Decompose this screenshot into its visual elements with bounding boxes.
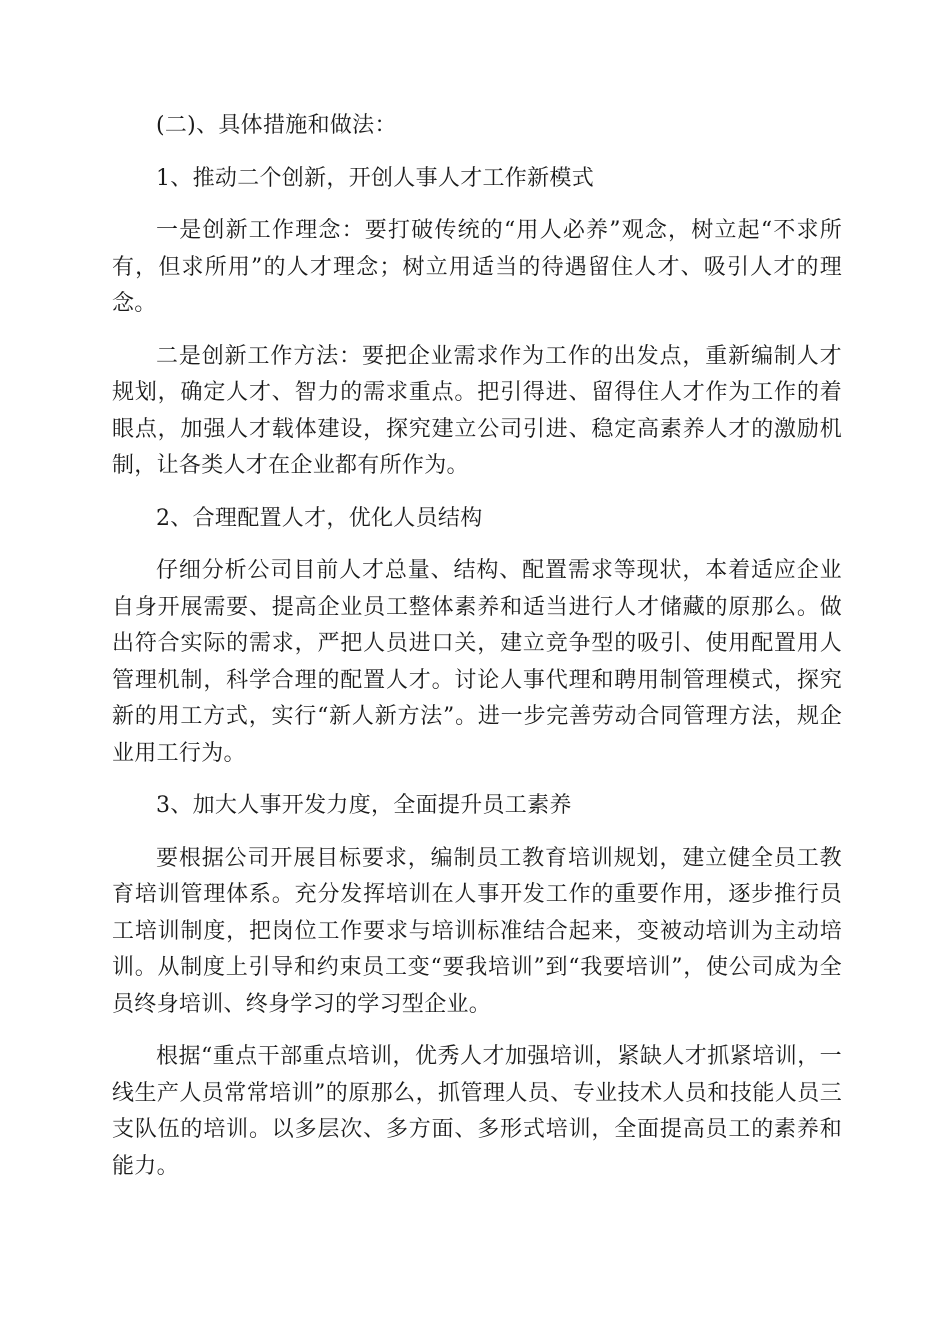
- paragraph-talent-allocation: 仔细分析公司目前人才总量、结构、配置需求等现状，本着适应企业自身开展需要、提高企业员工整体素养和适当进行人才储藏的原那么。做出符合实际的需求，严把人员进口关，建立竞争型的吸引、使用配置用人管理机制，科学合理的配置人才。讨论人事代理和聘用制管理模式，探究新的用工方式，实行“新人新方法”。进一步完善劳动合同管理方法，规企业用工行为。: [112, 558, 842, 766]
- subheading-2: 2、合理配置人才，优化人员结构: [156, 505, 483, 531]
- section-heading: (二)、具体措施和做法：: [156, 113, 397, 138]
- paragraph-training-plan: 要根据公司开展目标要求，编制员工教育培训规划，建立健全员工教育培训管理体系。充分发挥培训在人事开发工作的重要作用，逐步推行员工培训制度，把岗位工作要求与培训标准结合起来，变被动培训为主动培训。从制度上引导和约束员工变“要我培训”到“我要培训”，使公司成为全员终身培训、终身学习的学习型企业。: [112, 845, 842, 1017]
- paragraph-work-concept: 一是创新工作理念：要打破传统的“用人必养”观念，树立起“不求所有，但求所用”的人才理念；树立用适当的待遇留住人才、吸引人才的理念。: [112, 218, 842, 316]
- paragraph-work-method: 二是创新工作方法：要把企业需求作为工作的出发点，重新编制人才规划，确定人才、智力的需求重点。把引得进、留得住人才作为工作的着眼点，加强人才载体建设，探究建立公司引进、稳定高素养人才的激励机制，让各类人才在企业都有所作为。: [112, 343, 842, 478]
- subheading-1: 1、推动二个创新，开创人事人才工作新模式: [156, 165, 594, 191]
- subheading-3: 3、加大人事开发力度，全面提升员工素养: [156, 793, 572, 818]
- document-body: [112, 108, 842, 1201]
- paragraph-training-priorities: 根据“重点干部重点培训，优秀人才加强培训，紧缺人才抓紧培训，一线生产人员常常培训”的原那么，抓管理人员、专业技术人员和技能人员三支队伍的培训。以多层次、多方面、多形式培训，全面提高员工的素养和能力。: [112, 1044, 842, 1179]
